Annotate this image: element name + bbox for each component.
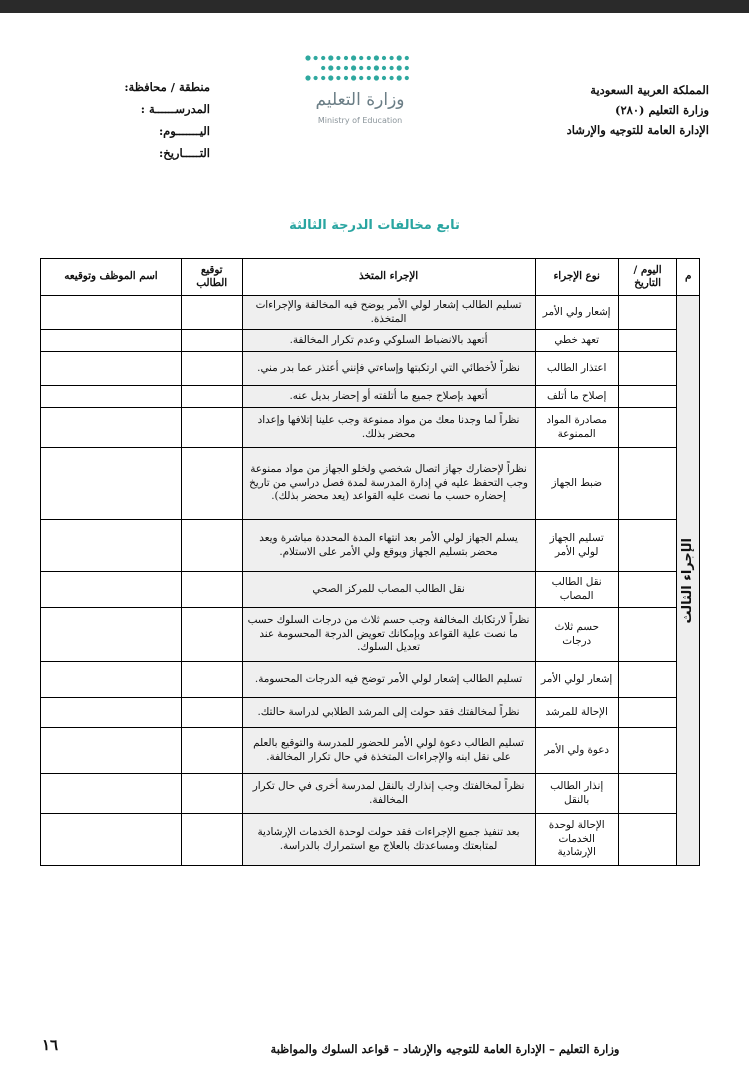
logo-dots-icon (300, 52, 420, 88)
table-row (41, 408, 700, 448)
violations-table (40, 258, 700, 866)
table-header-row (41, 259, 700, 296)
action-taken-cell: أتعهد بإصلاح جميع ما أتلفته أو إحضار بديل عنه. (242, 386, 535, 408)
employee-name-cell[interactable] (41, 330, 182, 352)
student-signature-cell[interactable] (181, 662, 242, 698)
action-taken-cell: نظراً لما وجدنا معك من مواد ممنوعة وجب علينا إتلافها وإعداد محضر بذلك. (242, 408, 535, 448)
procedure-type-cell: دعوة ولي الأمر (535, 728, 618, 774)
top-bar (0, 0, 749, 13)
table-row (41, 698, 700, 728)
employee-name-cell[interactable] (41, 352, 182, 386)
table-row (41, 352, 700, 386)
day-date-cell[interactable] (618, 572, 677, 608)
procedure-type-cell: تعهد خطي (535, 330, 618, 352)
table-row (41, 296, 700, 330)
employee-name-cell[interactable] (41, 386, 182, 408)
employee-name-cell[interactable] (41, 296, 182, 330)
action-taken-cell: نظراً لمخالفتك فقد حولت إلى المرشد الطلابي لدراسة حالتك. (242, 698, 535, 728)
header-employee-name: اسم الموظف وتوقيعه (41, 259, 182, 296)
day-date-cell[interactable] (618, 386, 677, 408)
header-student-signature: توقيع الطالب (181, 259, 242, 296)
employee-name-cell[interactable] (41, 774, 182, 814)
day-date-cell[interactable] (618, 408, 677, 448)
header-department: الإدارة العامة للتوجيه والإرشاد (566, 123, 709, 137)
employee-name-cell[interactable] (41, 572, 182, 608)
ministry-logo (300, 52, 440, 132)
header-day: اليـــــــوم: (158, 124, 210, 138)
student-signature-cell[interactable] (181, 698, 242, 728)
header-country: المملكة العربية السعودية (590, 83, 709, 97)
table-row (41, 448, 700, 520)
employee-name-cell[interactable] (41, 728, 182, 774)
employee-name-cell[interactable] (41, 698, 182, 728)
procedure-level-cell (677, 296, 700, 866)
procedure-type-cell: ضبط الجهاز (535, 448, 618, 520)
table-row (41, 728, 700, 774)
table-row (41, 520, 700, 572)
employee-name-cell[interactable] (41, 608, 182, 662)
table-row (41, 774, 700, 814)
procedure-type-cell: إشعار ولي الأمر (535, 296, 618, 330)
header-school-info (110, 76, 210, 164)
procedure-type-cell: الإحالة للمرشد (535, 698, 618, 728)
day-date-cell[interactable] (618, 296, 677, 330)
student-signature-cell[interactable] (181, 448, 242, 520)
procedure-type-cell: إصلاح ما أتلف (535, 386, 618, 408)
header-action-taken: الإجراء المتخذ (242, 259, 535, 296)
day-date-cell[interactable] (618, 728, 677, 774)
action-taken-cell: أتعهد بالانضباط السلوكي وعدم تكرار المخالفة. (242, 330, 535, 352)
student-signature-cell[interactable] (181, 386, 242, 408)
action-taken-cell: تسليم الطالب إشعار لولي الأمر يوضح فيه المخالفة والإجراءات المتخذة. (242, 296, 535, 330)
student-signature-cell[interactable] (181, 814, 242, 866)
action-taken-cell: نظراً لأخطائي التي ارتكبتها وإساءتي فإنني أعتذر عما بدر مني. (242, 352, 535, 386)
procedure-level-label: الإجراء الثالث (680, 537, 696, 624)
action-taken-cell: نظراً لارتكابك المخالفة وجب حسم ثلاث من درجات السلوك حسب ما نصت علية القواعد وبإمكانك تعويض الدرجة المحسومة عند تعديل السلوك. (242, 608, 535, 662)
footer-text: وزارة التعليم – الإدارة العامة للتوجيه والإرشاد – قواعد السلوك والمواظبة (270, 1042, 620, 1056)
student-signature-cell[interactable] (181, 296, 242, 330)
day-date-cell[interactable] (618, 774, 677, 814)
procedure-type-cell: نقل الطالب المصاب (535, 572, 618, 608)
table-row (41, 572, 700, 608)
header-date: التـــــاريخ: (159, 146, 210, 160)
day-date-cell[interactable] (618, 520, 677, 572)
table-row (41, 386, 700, 408)
procedure-type-cell: مصادرة المواد الممنوعة (535, 408, 618, 448)
student-signature-cell[interactable] (181, 408, 242, 448)
student-signature-cell[interactable] (181, 608, 242, 662)
employee-name-cell[interactable] (41, 520, 182, 572)
day-date-cell[interactable] (618, 352, 677, 386)
table-row (41, 330, 700, 352)
header-procedure-type: نوع الإجراء (535, 259, 618, 296)
day-date-cell[interactable] (618, 814, 677, 866)
logo-arabic-text: وزارة التعليم (315, 90, 405, 110)
day-date-cell[interactable] (618, 698, 677, 728)
student-signature-cell[interactable] (181, 728, 242, 774)
header-number: م (677, 259, 700, 296)
action-taken-cell: نقل الطالب المصاب للمركز الصحي (242, 572, 535, 608)
table-row (41, 814, 700, 866)
procedure-type-cell: إنذار الطالب بالنقل (535, 774, 618, 814)
action-taken-cell: نظراً لمخالفتك وجب إنذارك بالنقل لمدرسة أخرى في حال تكرار المخالفة. (242, 774, 535, 814)
table-row (41, 608, 700, 662)
student-signature-cell[interactable] (181, 330, 242, 352)
action-taken-cell: تسليم الطالب دعوة لولي الأمر للحضور للمدرسة والتوقيع بالعلم على نقل ابنه والإجراءات المتخذة في حال تكرار المخالفة. (242, 728, 535, 774)
logo-english-text: Ministry of Education (317, 116, 403, 125)
action-taken-cell: نظراً لإحضارك جهاز اتصال شخصي ولخلو الجهاز من مواد ممنوعة وجب التحفظ عليه في إدارة المدرسة لمدة فصل دراسي من تاريخ إحضاره حسب ما نصت عليه القواعد (يعد محضر بذلك). (242, 448, 535, 520)
procedure-type-cell: حسم ثلاث درجات (535, 608, 618, 662)
page-title: تابع مخالفات الدرجة الثالثة (289, 218, 460, 233)
header-school: المدرســــــة : (140, 102, 210, 116)
procedure-type-cell: اعتذار الطالب (535, 352, 618, 386)
procedure-type-cell: الإحالة لوحدة الخدمات الإرشادية (535, 814, 618, 866)
header-institution (509, 80, 709, 140)
header-ministry: وزارة التعليم (٢٨٠) (615, 103, 709, 117)
student-signature-cell[interactable] (181, 520, 242, 572)
header-region: منطقة / محافظة: (124, 80, 210, 94)
day-date-cell[interactable] (618, 608, 677, 662)
action-taken-cell: بعد تنفيذ جميع الإجراءات فقد حولت لوحدة الخدمات الإرشادية لمتابعتك ومساعدتك بالعلاج مع استمرارك بالدراسة. (242, 814, 535, 866)
action-taken-cell: تسليم الطالب إشعار لولي الأمر توضح فيه الدرجات المحسومة. (242, 662, 535, 698)
header-day-date: اليوم / التاريخ (618, 259, 677, 296)
employee-name-cell[interactable] (41, 662, 182, 698)
day-date-cell[interactable] (618, 662, 677, 698)
action-taken-cell: يسلم الجهاز لولي الأمر بعد انتهاء المدة المحددة مباشرة ويعد محضر بتسليم الجهاز ويوقع ولي الأمر على الاستلام. (242, 520, 535, 572)
student-signature-cell[interactable] (181, 774, 242, 814)
employee-name-cell[interactable] (41, 448, 182, 520)
student-signature-cell[interactable] (181, 352, 242, 386)
procedure-type-cell: تسليم الجهاز لولي الأمر (535, 520, 618, 572)
student-signature-cell[interactable] (181, 572, 242, 608)
employee-name-cell[interactable] (41, 814, 182, 866)
day-date-cell[interactable] (618, 330, 677, 352)
employee-name-cell[interactable] (41, 408, 182, 448)
day-date-cell[interactable] (618, 448, 677, 520)
table-row (41, 662, 700, 698)
procedure-type-cell: إشعار لولي الأمر (535, 662, 618, 698)
page-number: ١٦ (42, 1036, 59, 1054)
